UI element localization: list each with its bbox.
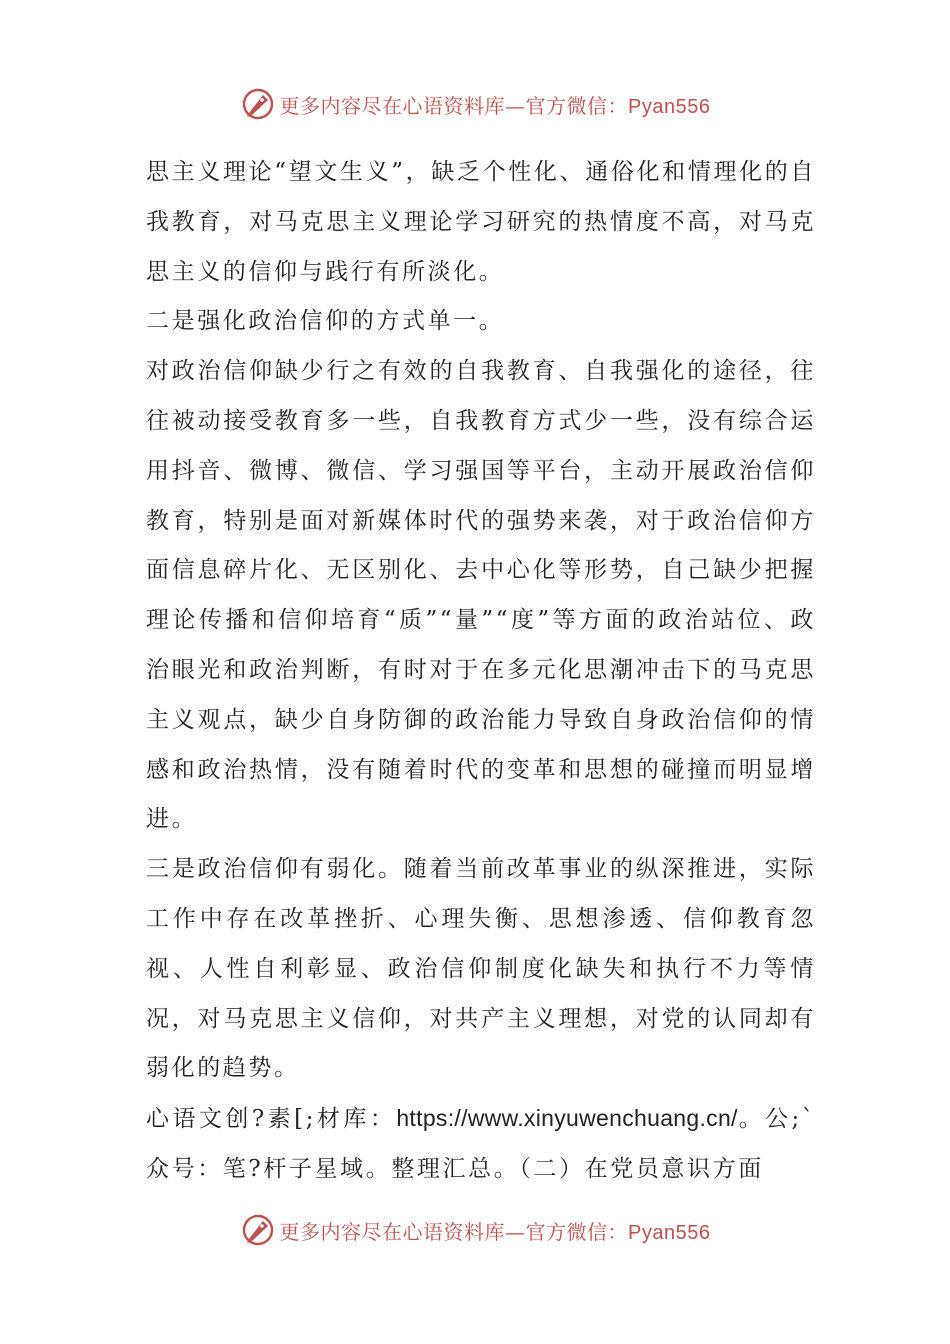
paragraph-2: 二是强化政治信仰的方式单一。 [146,308,505,335]
paragraph-3: 对政治信仰缺少行之有效的自我教育、自我强化的途径，往往被动接受教育多一些，自我教育方式少一些，没有综合运用抖音、微博、微信、学习强国等平台，主动开展政治信仰教育，特别是面对新媒体时代的强势来袭，对于政治信仰方面信息碎片化、无区别化、去中心化等形势，自己缺少把握理论传播和信仰培育“质”“量”“度”等方面的政治站位、政治眼光和政治判断，有时对于在多元化思潮冲击下的马克思主义观点，缺少自身防御的政治能力导致自身政治信仰的情感和政治热情，没有随着时代的变革和思想的碰撞而明显增进。 [146,358,816,833]
header-banner-label: 更多内容尽在心语资料库—官方微信： [279,93,629,118]
pen-nib-logo-icon [240,1212,276,1248]
paragraph-4: 三是政治信仰有弱化。随着当前改革事业的纵深推进，实际工作中存在改革挫折、心理失衡、思想渗透、信仰教育忽视、人性自利彰显、政治信仰制度化缺失和执行不力等情况，对马克思主义信仰，对共产主义理想，对党的认同却有弱化的趋势。 [146,856,816,1082]
paragraph-5 [146,1094,816,1195]
footer-banner-text [280,1216,711,1245]
source-prefix: 心语文创?素[;材库： [146,1106,397,1133]
paragraph-1: 思主义理论“望文生义”，缺乏个性化、通俗化和情理化的自我教育，对马克思主义理论学习研究的热情度不高，对马克思主义的信仰与践行有所淡化。 [146,159,816,285]
header-banner-text [280,90,711,119]
footer-banner-handle: Pyan556 [628,1221,711,1244]
header-banner [0,84,950,124]
document-body [146,148,816,1195]
pen-nib-logo-icon [240,86,276,122]
footer-banner [0,1210,950,1250]
footer-banner-label: 更多内容尽在心语资料库—官方微信： [279,1219,629,1244]
header-banner-handle: Pyan556 [628,95,711,118]
source-url-link[interactable]: https://www.xinyuwenchuang.cn/ [396,1105,738,1132]
source-suffix: 。公;`众号：笔?杆子星域。整理汇总。（二）在党员意识方面 [146,1106,817,1182]
